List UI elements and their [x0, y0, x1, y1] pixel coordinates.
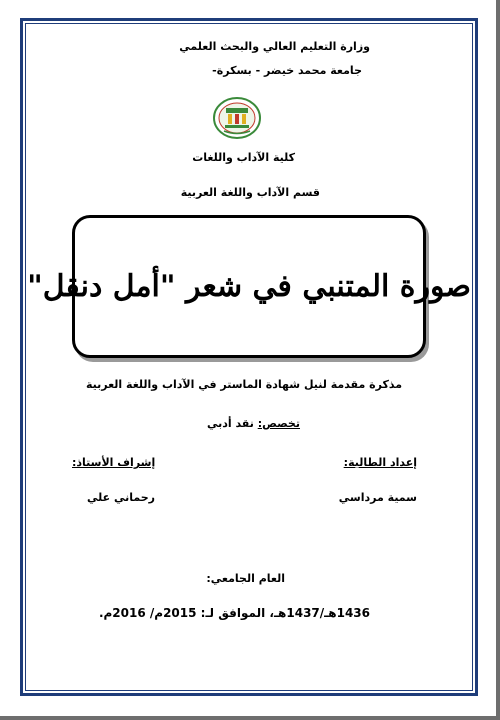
- supervisor-label: إشراف الأستاذ:: [72, 456, 156, 469]
- academic-year-value: 1436هـ/1437هـ، الموافق لـ: 2015م/ 2016م.: [98, 606, 370, 620]
- department-name: قسم الآداب واللغة العربية: [180, 186, 320, 199]
- student-label: إعداد الطالبة:: [343, 456, 417, 469]
- faculty-name: كلية الآداب واللغات: [192, 151, 295, 164]
- ministry-name: وزارة التعليم العالي والبحث العلمي: [179, 40, 370, 53]
- thesis-title: صورة المتنبي في شعر "أمل دنقل": [27, 269, 471, 304]
- university-logo: [212, 96, 262, 140]
- title-box: [27, 215, 471, 358]
- academic-year-label: العام الجامعي:: [206, 572, 285, 585]
- student-name: سمية مرداسي: [338, 491, 417, 504]
- supervisor-name: رحماني علي: [87, 491, 155, 504]
- page-shadow-bottom: [0, 716, 500, 720]
- specialization-value: نقد أدبي: [206, 417, 254, 430]
- specialization-label: تخصص:: [257, 417, 300, 430]
- university-name: جامعة محمد خيضر - بسكرة-: [212, 64, 362, 77]
- page-shadow-right: [496, 0, 500, 720]
- thesis-statement: مذكرة مقدمة لنيل شهادة الماستر في الآداب واللغة العربية: [85, 378, 402, 391]
- specialization-line: [207, 417, 300, 430]
